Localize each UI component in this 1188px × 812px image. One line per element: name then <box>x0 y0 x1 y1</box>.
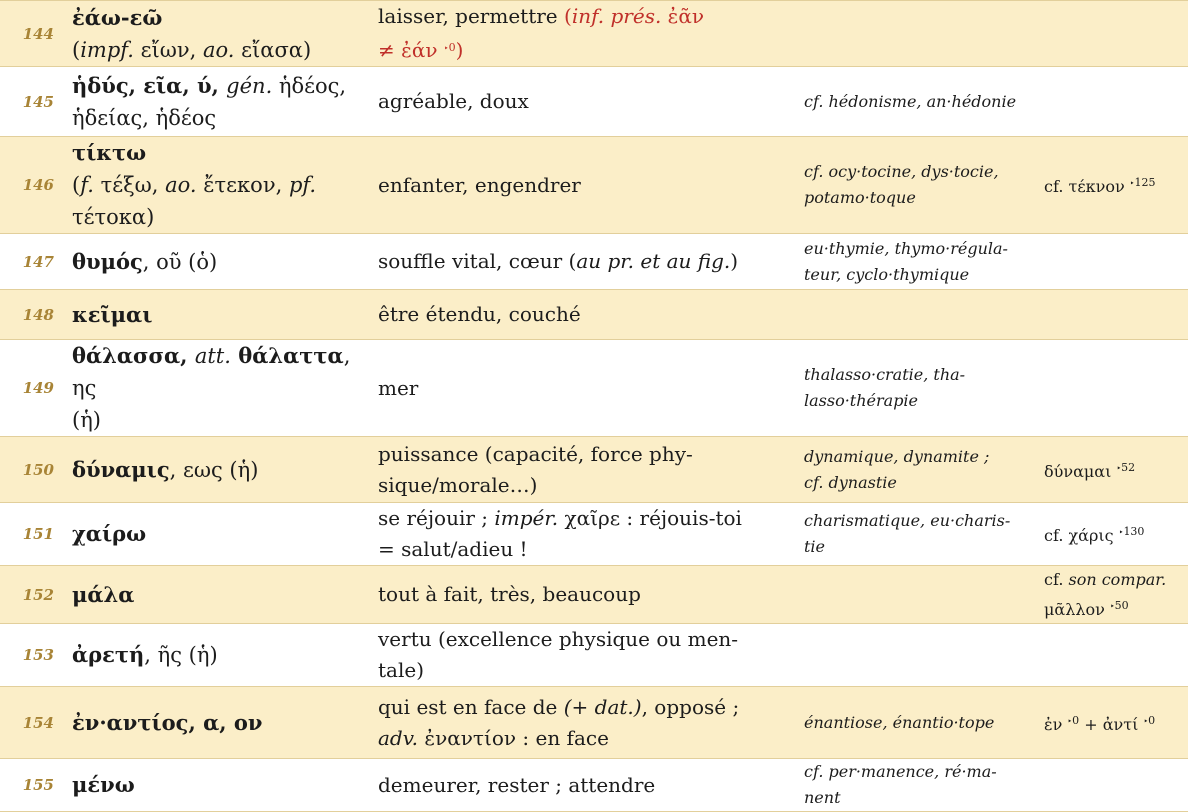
cross-reference <box>1036 624 1188 687</box>
text-segment: 0 <box>1072 713 1080 727</box>
text-segment: 50 <box>1114 598 1129 612</box>
text-segment: θάλασσα, <box>72 343 195 368</box>
derived-words <box>796 340 1036 437</box>
text-segment: cf. ocy·tocine, dys·tocie, <box>804 162 999 181</box>
text-segment: au pr. et au fig. <box>576 249 731 273</box>
greek-headword <box>62 759 368 812</box>
cross-reference <box>1036 437 1188 503</box>
text-segment: , opposé ; <box>641 694 740 719</box>
text-segment: εἴων, <box>133 37 204 62</box>
table-row <box>0 340 1188 437</box>
text-segment: cf. τέκνον <box>1044 177 1130 196</box>
text-segment: tie <box>804 537 826 556</box>
text-segment: ἐν <box>1044 714 1068 734</box>
table-row <box>0 503 1188 566</box>
french-meaning <box>368 290 796 340</box>
table-row <box>0 234 1188 290</box>
text-segment: ( <box>72 173 81 197</box>
text-segment: cf. <box>1044 569 1069 589</box>
text-segment: pf. <box>288 173 317 197</box>
text-segment: ἐν·αντίος, α, ον <box>72 709 263 735</box>
text-segment: , ῆς (ἡ) <box>144 643 218 667</box>
text-segment: (ἡ) <box>72 408 101 432</box>
french-meaning <box>368 1 796 67</box>
cross-reference <box>1036 234 1188 290</box>
text-segment: mer <box>378 375 419 400</box>
text-segment: ἡδέος, <box>272 73 347 98</box>
text-segment: eu·thymie, thymo·régula- <box>804 238 1008 258</box>
french-meaning <box>368 234 796 290</box>
text-segment: adv. <box>378 725 419 750</box>
text-segment: κεῖμαι <box>72 301 153 327</box>
text-segment: δύναμις <box>72 456 170 482</box>
cross-reference <box>1036 67 1188 137</box>
text-segment: μάλα <box>72 581 135 607</box>
french-meaning <box>368 340 796 437</box>
vocabulary-table-body <box>0 1 1188 812</box>
text-segment: tale) <box>378 658 424 682</box>
entry-number: 146 <box>0 137 62 234</box>
text-segment: ‣ <box>1109 601 1115 611</box>
text-segment: τίκτω <box>72 140 147 165</box>
text-segment: μᾶλλον <box>1044 599 1110 619</box>
entry-number: 150 <box>0 437 62 503</box>
greek-headword <box>62 437 368 503</box>
table-row <box>0 759 1188 812</box>
text-segment: εἴασα) <box>234 37 312 62</box>
text-segment: ≠ ἐάν <box>378 38 444 62</box>
text-segment: + ἀντί <box>1079 714 1144 734</box>
text-segment: agréable, doux <box>378 89 529 113</box>
text-segment: dynamique, dynamite ; <box>804 446 990 466</box>
text-segment: impér. <box>494 506 559 530</box>
derived-words <box>796 290 1036 340</box>
text-segment: teur, cyclo·thymique <box>804 264 970 284</box>
text-segment: θάλαττα <box>230 343 344 368</box>
text-segment: ἡδύς, εῖα, ύ, <box>72 72 227 98</box>
text-segment: f. <box>80 173 94 197</box>
text-segment: ἐάω-εῶ <box>72 4 163 30</box>
text-segment: 52 <box>1121 460 1136 474</box>
text-segment: , οῦ (ὁ) <box>142 249 218 274</box>
table-row <box>0 437 1188 503</box>
text-segment: θυμός <box>72 248 143 274</box>
text-segment: enfanter, engendrer <box>378 172 581 197</box>
greek-headword <box>62 137 368 234</box>
text-segment: sique/morale…) <box>378 472 538 497</box>
derived-words <box>796 234 1036 290</box>
greek-headword <box>62 503 368 566</box>
text-segment: souffle vital, cœur ( <box>378 249 577 273</box>
text-segment: ἡδείας, ἡδέος <box>72 105 217 130</box>
table-row <box>0 290 1188 340</box>
text-segment: τέτοκα) <box>72 205 155 229</box>
text-segment: tout à fait, très, beaucoup <box>378 582 641 606</box>
text-segment: ao. <box>165 173 197 197</box>
text-segment: att. <box>194 344 231 368</box>
greek-headword <box>62 1 368 67</box>
text-segment: χαῖρε : réjouis-toi <box>558 506 742 530</box>
text-segment: ‣ <box>1129 179 1135 188</box>
cross-reference <box>1036 503 1188 566</box>
derived-words <box>796 566 1036 624</box>
cross-reference <box>1036 566 1188 624</box>
entry-number: 145 <box>0 67 62 137</box>
cross-reference <box>1036 1 1188 67</box>
french-meaning <box>368 137 796 234</box>
text-segment: ) <box>455 38 464 62</box>
text-segment: qui est en face de <box>378 694 564 719</box>
entry-number: 151 <box>0 503 62 566</box>
text-segment: ( <box>72 37 81 62</box>
greek-headword <box>62 624 368 687</box>
text-segment: charismatique, eu·charis- <box>804 511 1011 530</box>
text-segment: laisser, permettre <box>378 4 564 28</box>
text-segment: (+ dat.) <box>563 694 642 719</box>
entry-number: 155 <box>0 759 62 812</box>
text-segment: , ης <box>72 344 351 400</box>
entry-number: 152 <box>0 566 62 624</box>
text-segment: puissance (capacité, force phy- <box>378 441 693 466</box>
cross-reference <box>1036 687 1188 759</box>
text-segment: ‣ <box>443 44 449 53</box>
cross-reference <box>1036 340 1188 437</box>
greek-headword <box>62 566 368 624</box>
text-segment: vertu (excellence physique ou men- <box>378 627 739 651</box>
entry-number: 153 <box>0 624 62 687</box>
text-segment: ‣ <box>1067 716 1073 726</box>
derived-words <box>796 137 1036 234</box>
text-segment: μένω <box>72 772 135 797</box>
greek-headword <box>62 340 368 437</box>
cross-reference <box>1036 759 1188 812</box>
table-row <box>0 624 1188 687</box>
text-segment: nent <box>804 788 841 807</box>
text-segment: ) <box>730 249 739 273</box>
entry-number: 147 <box>0 234 62 290</box>
text-segment: ἐναντίον : en face <box>418 725 609 750</box>
greek-headword <box>62 290 368 340</box>
text-segment: cf. hédonisme, an·hédonie <box>804 91 1017 111</box>
greek-headword <box>62 67 368 137</box>
text-segment: son compar. <box>1068 569 1167 589</box>
text-segment: ‣ <box>1116 463 1122 473</box>
text-segment: cf. per·manence, ré·ma- <box>804 762 997 781</box>
derived-words <box>796 437 1036 503</box>
text-segment: 130 <box>1123 525 1145 538</box>
text-segment: cf. dynastie <box>804 472 897 492</box>
text-segment: gén. <box>226 73 273 98</box>
text-segment: se réjouir ; <box>378 506 495 530</box>
text-segment: ἀρετή <box>72 642 145 667</box>
table-row <box>0 566 1188 624</box>
text-segment: inf. prés. <box>571 4 662 28</box>
french-meaning <box>368 437 796 503</box>
text-segment: 0 <box>1148 713 1156 727</box>
derived-words <box>796 759 1036 812</box>
text-segment: cf. χάρις <box>1044 526 1119 545</box>
text-segment: δύναμαι <box>1044 461 1117 481</box>
text-segment: ἐᾶν <box>661 4 705 28</box>
text-segment: ao. <box>203 37 235 62</box>
text-segment: thalasso·cratie, tha- <box>804 365 966 384</box>
greek-headword <box>62 687 368 759</box>
text-segment: ‣ <box>1143 716 1149 726</box>
text-segment: τέξω, <box>93 173 166 197</box>
greek-headword <box>62 234 368 290</box>
cross-reference <box>1036 290 1188 340</box>
text-segment: être étendu, couché <box>378 302 581 326</box>
table-row <box>0 67 1188 137</box>
derived-words <box>796 624 1036 687</box>
table-row <box>0 137 1188 234</box>
text-segment: demeurer, rester ; attendre <box>378 772 656 797</box>
text-segment: χαίρω <box>72 521 147 546</box>
derived-words <box>796 503 1036 566</box>
entry-number: 149 <box>0 340 62 437</box>
text-segment: 125 <box>1134 176 1156 189</box>
text-segment: 0 <box>448 41 456 54</box>
french-meaning <box>368 67 796 137</box>
text-segment: potamo·toque <box>804 188 916 207</box>
text-segment: énantiose, énantio·tope <box>804 712 995 732</box>
derived-words <box>796 687 1036 759</box>
entry-number: 144 <box>0 1 62 67</box>
table-row <box>0 1 1188 67</box>
text-segment: lasso·thérapie <box>804 391 919 410</box>
text-segment: ἔτεκον, <box>196 173 289 197</box>
table-row <box>0 687 1188 759</box>
text-segment: , εως (ἡ) <box>169 457 259 482</box>
french-meaning <box>368 687 796 759</box>
derived-words <box>796 67 1036 137</box>
french-meaning <box>368 503 796 566</box>
text-segment: = salut/adieu ! <box>378 537 528 561</box>
derived-words <box>796 1 1036 67</box>
text-segment: ‣ <box>1118 528 1124 537</box>
text-segment: ( <box>564 4 572 28</box>
text-segment: impf. <box>80 37 134 62</box>
french-meaning <box>368 759 796 812</box>
entry-number: 148 <box>0 290 62 340</box>
french-meaning <box>368 566 796 624</box>
french-meaning <box>368 624 796 687</box>
entry-number: 154 <box>0 687 62 759</box>
cross-reference <box>1036 137 1188 234</box>
